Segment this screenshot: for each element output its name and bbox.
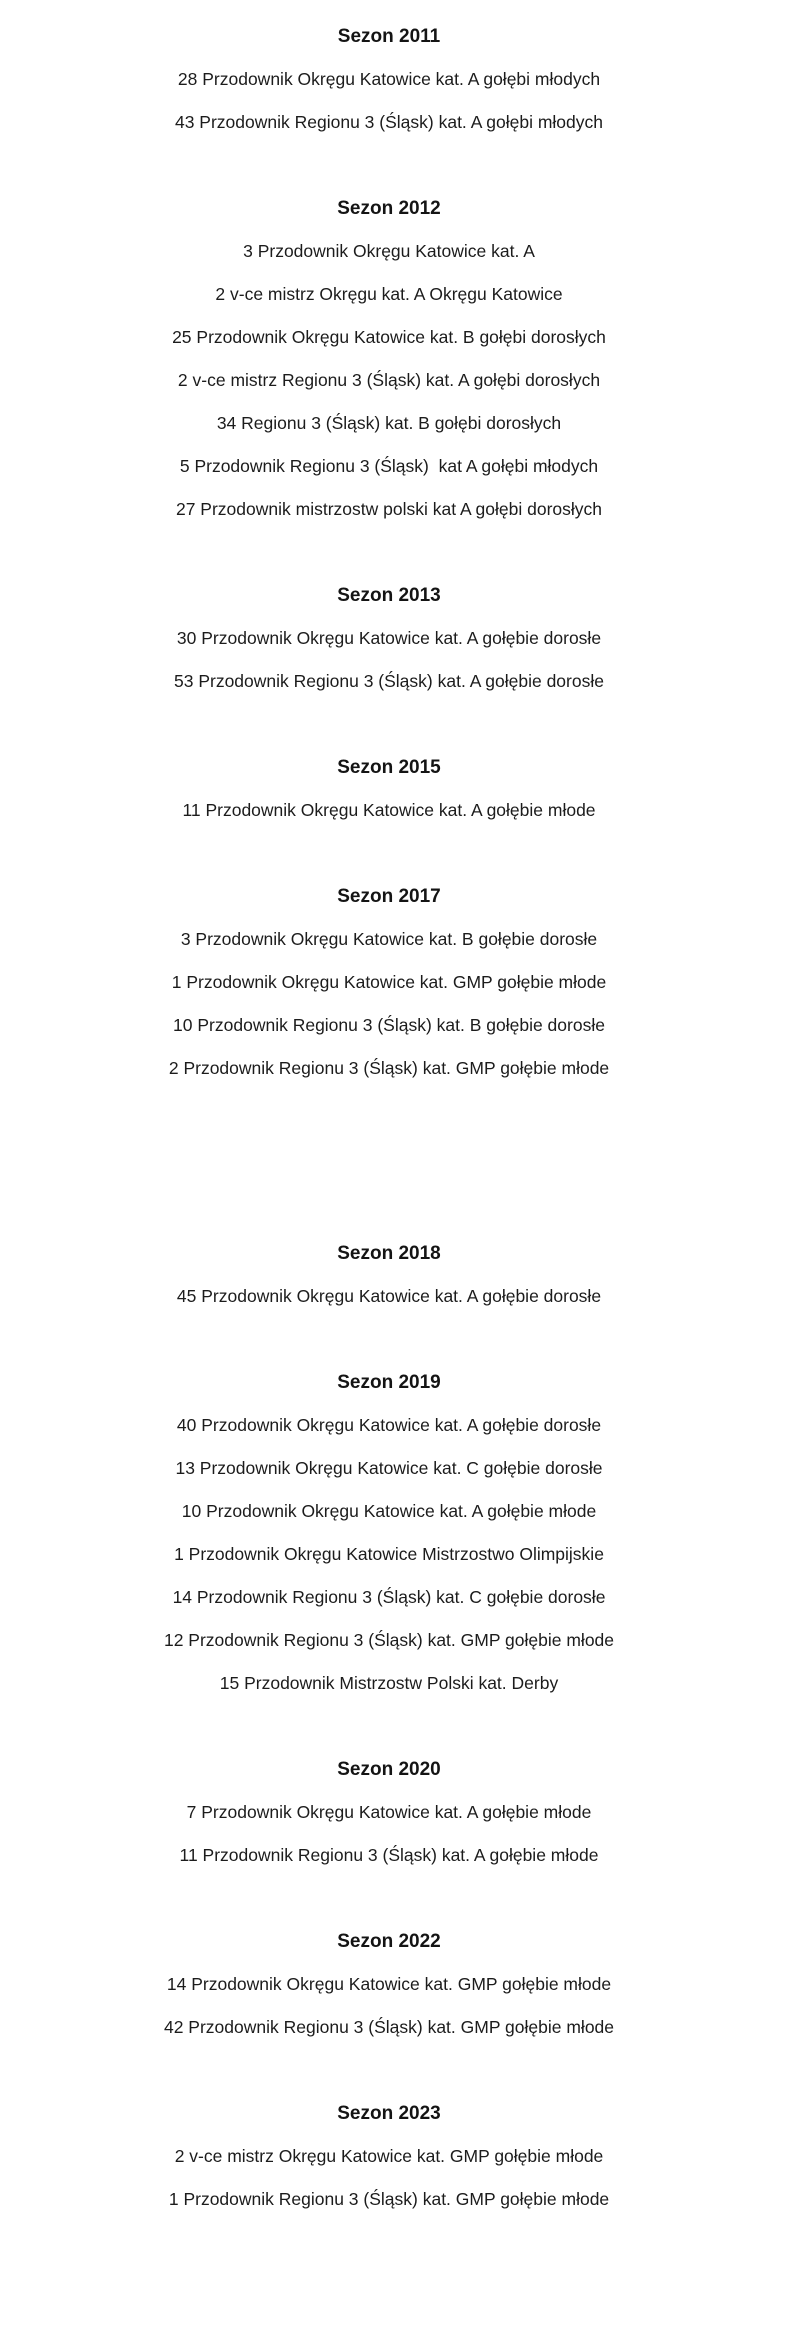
season-section (0, 15, 778, 144)
achievement-line: 34 Regionu 3 (Śląsk) kat. B gołębi dorosłych (216, 413, 562, 433)
achievement-line: 7 Przodownik Okręgu Katowice kat. A gołębie młode (186, 1802, 592, 1822)
achievement-line: 3 Przodownik Okręgu Katowice kat. B gołębie dorosłe (180, 929, 598, 949)
season-heading: Sezon 2022 (337, 1931, 441, 1952)
document-content (0, 15, 800, 2221)
achievement-line: 10 Przodownik Regionu 3 (Śląsk) kat. B gołębie dorosłe (173, 1015, 605, 1035)
achievement-line: 1 Przodownik Okręgu Katowice Mistrzostwo Olimpijskie (174, 1544, 604, 1564)
season-heading: Sezon 2011 (337, 26, 441, 47)
achievement-line: 42 Przodownik Regionu 3 (Śląsk) kat. GMP gołębie młode (163, 2017, 615, 2037)
achievement-line: 13 Przodownik Okręgu Katowice kat. C gołębie dorosłe (175, 1458, 603, 1478)
achievement-line: 14 Przodownik Regionu 3 (Śląsk) kat. C gołębie dorosłe (172, 1587, 606, 1607)
season-heading: Sezon 2012 (337, 198, 441, 219)
achievement-line: 15 Przodownik Mistrzostw Polski kat. Derby (219, 1673, 559, 1693)
season-heading: Sezon 2020 (337, 1759, 441, 1780)
achievement-line: 1 Przodownik Regionu 3 (Śląsk) kat. GMP gołębie młode (168, 2189, 610, 2209)
achievement-line: 12 Przodownik Regionu 3 (Śląsk) kat. GMP gołębie młode (163, 1630, 615, 1650)
achievement-line: 2 v-ce mistrz Okręgu kat. A Okręgu Katowice (215, 284, 563, 304)
achievement-line: 53 Przodownik Regionu 3 (Śląsk) kat. A gołębie dorosłe (174, 671, 604, 691)
season-section (0, 574, 778, 703)
achievement-line: 10 Przodownik Okręgu Katowice kat. A gołębie młode (181, 1501, 597, 1521)
achievement-line: 40 Przodownik Okręgu Katowice kat. A gołębie dorosłe (176, 1415, 602, 1435)
season-section (0, 1748, 778, 1877)
achievement-line: 28 Przodownik Okręgu Katowice kat. A gołębi młodych (177, 69, 601, 89)
achievement-line: 3 Przodownik Okręgu Katowice kat. A (243, 241, 535, 261)
season-section (0, 187, 778, 531)
achievement-line: 5 Przodownik Regionu 3 (Śląsk) kat A gołębi młodych (179, 456, 599, 476)
achievement-line: 11 Przodownik Regionu 3 (Śląsk) kat. A gołębie młode (179, 1845, 599, 1865)
achievement-line: 2 Przodownik Regionu 3 (Śląsk) kat. GMP gołębie młode (168, 1058, 610, 1078)
season-section (0, 746, 778, 832)
achievement-line: 1 Przodownik Okręgu Katowice kat. GMP gołębie młode (171, 972, 607, 992)
season-section (0, 875, 778, 1090)
season-section (0, 2092, 778, 2221)
season-section (0, 1920, 778, 2049)
achievement-line: 43 Przodownik Regionu 3 (Śląsk) kat. A gołębi młodych (174, 112, 603, 132)
season-section (0, 1361, 778, 1705)
achievement-line: 45 Przodownik Okręgu Katowice kat. A gołębie dorosłe (176, 1286, 602, 1306)
season-heading: Sezon 2013 (337, 585, 441, 606)
season-heading: Sezon 2019 (337, 1372, 441, 1393)
achievement-line: 30 Przodownik Okręgu Katowice kat. A gołębie dorosłe (176, 628, 602, 648)
season-heading: Sezon 2018 (337, 1243, 441, 1264)
achievement-line: 25 Przodownik Okręgu Katowice kat. B gołębi dorosłych (172, 327, 606, 347)
season-heading: Sezon 2023 (337, 2103, 441, 2124)
achievement-line: 11 Przodownik Okręgu Katowice kat. A gołębie młode (182, 800, 596, 820)
achievement-line: 14 Przodownik Okręgu Katowice kat. GMP gołębie młode (166, 1974, 612, 1994)
season-heading: Sezon 2017 (337, 886, 441, 907)
achievement-line: 2 v-ce mistrz Okręgu Katowice kat. GMP gołębie młode (174, 2146, 604, 2166)
achievement-line: 2 v-ce mistrz Regionu 3 (Śląsk) kat. A gołębi dorosłych (177, 370, 601, 390)
season-section (0, 1232, 778, 1318)
season-heading: Sezon 2015 (337, 757, 441, 778)
achievement-line: 27 Przodownik mistrzostw polski kat A gołębi dorosłych (175, 499, 603, 519)
